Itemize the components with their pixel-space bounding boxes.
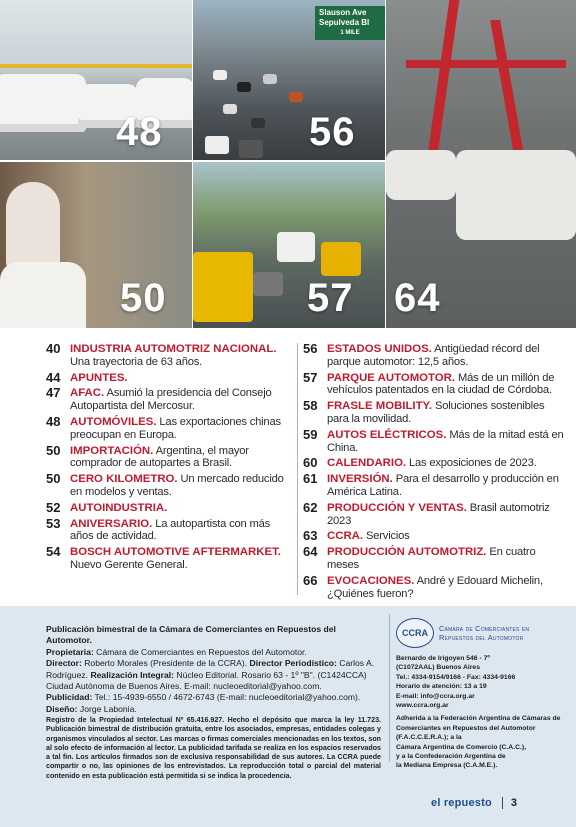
owner-label: Propietaria: (46, 646, 94, 657)
toc-page-number: 63 (303, 528, 318, 544)
toc-description: Las exposiciones de 2023. (406, 457, 537, 470)
photo-page-number: 64 (394, 276, 441, 320)
toc-heading: ESTADOS UNIDOS. (327, 343, 432, 355)
staff-line (46, 658, 381, 692)
toc-description: André y Edouard Michelin, ¿Quiénes fueron? (327, 574, 543, 600)
toc-entry[interactable] (303, 530, 565, 543)
toc-page-number: 50 (46, 471, 61, 487)
design-value: Jorge Labonia. (77, 703, 137, 714)
toc-entry-text (327, 429, 565, 455)
publication-line (46, 624, 381, 647)
toc-entry[interactable] (46, 473, 292, 499)
ccra-address: (C1072AAL) Buenos Aires (396, 664, 480, 672)
toc-heading: APUNTES. (70, 371, 128, 384)
toc-entry-text (327, 457, 565, 470)
ccra-contact-block (396, 618, 568, 771)
photo-detail (263, 74, 277, 84)
toc-entry-text (70, 372, 292, 385)
magazine-name: el repuesto (431, 797, 492, 809)
toc-page-number: 44 (46, 369, 61, 385)
toc-entry[interactable] (303, 473, 565, 499)
journalist-value: Carlos A. Rodríguez. (46, 658, 375, 680)
credits-block (46, 624, 381, 715)
toc-entry[interactable] (46, 442, 292, 471)
toc-description: Nuevo Gerente General. (70, 558, 188, 571)
toc-entry-text (327, 343, 565, 369)
toc-entry[interactable] (303, 400, 565, 426)
toc-entry-text (70, 387, 292, 413)
toc-heading: ANIVERSARIO. (70, 517, 153, 530)
toc-entry-text (70, 546, 292, 572)
toc-entry-text (327, 530, 565, 543)
ccra-email[interactable]: E-mail: info@ccra.org.ar (396, 692, 475, 700)
toc-description: En cuatro meses (327, 546, 536, 571)
photo-cars-at-port[interactable] (0, 0, 192, 160)
photo-detail (253, 272, 283, 296)
toc-page-number: 56 (303, 341, 318, 356)
ccra-name-line: Repuestos del Automotor (439, 633, 524, 642)
ccra-logo-row (396, 618, 568, 648)
legal-notice: Registro de la Propiedad Intelectual Nº 65.416.927. Hecho el depósito que marca la ley 11.723. Publicación bimestral de distribución gratuita, entre los asociados, empresas, entidades colegas y organismos vinculados al sector. Las marcas o firmas comerciales mencionadas en los textos, son al solo efecto de información al lector. La publicidad tarifada se realiza en los espacios reservados a tal fin. Los artículos firmados son de exclusiva responsabilidad de sus autores. La CCRA puede compartir o no, las opiniones de los entrevistados. La reproducción total o parcial del material contenido en esta publicación está permitida si se indica la procedencia. (46, 716, 381, 780)
photo-detail (0, 74, 86, 132)
publication-text: Publicación bimestral de la Cámara de Comerciantes en Repuestos del Automotor. (46, 624, 336, 646)
toc-page-number: 54 (46, 544, 61, 560)
toc-heading: PRODUCCIÓN Y VENTAS. (327, 501, 467, 514)
toc-page-number: 57 (303, 369, 318, 385)
toc-page-number: 58 (303, 398, 318, 414)
owner-value: Cámara de Comerciantes en Repuestos del Automotor. (93, 646, 307, 657)
table-of-contents-right (303, 343, 565, 603)
toc-description: Soluciones sostenibles para la movilidad. (327, 400, 545, 425)
page-footer (431, 797, 517, 809)
photo-collage (0, 0, 576, 328)
photo-page-number: 57 (307, 276, 354, 320)
toc-heading: AUTOMÓVILES. (70, 415, 157, 428)
toc-entry[interactable] (46, 499, 292, 515)
toc-entry-text (70, 473, 292, 499)
toc-page-number: 59 (303, 426, 318, 442)
toc-entry-text (70, 502, 292, 515)
toc-entry-text (70, 416, 292, 442)
toc-description: Una trayectoria de 63 años. (70, 355, 203, 368)
photo-detail (239, 140, 263, 158)
owner-line (46, 647, 381, 658)
toc-entry[interactable] (303, 369, 565, 398)
director-label: Director: (46, 658, 82, 669)
toc-entry-text (327, 575, 565, 601)
director-value: Roberto Morales (Presidente de la CCRA). (81, 658, 250, 669)
toc-entry-text (327, 400, 565, 426)
toc-page-number: 47 (46, 385, 61, 401)
ccra-website-link[interactable]: www.ccra.org.ar (396, 702, 449, 710)
toc-description: Las exportaciones chinas preocupan en Europa. (70, 415, 281, 441)
ads-value: Tel.: 15-4939-6550 / 4672-6743 (E-mail: nucleoeditorial@yahoo.com). (92, 692, 361, 703)
toc-entry[interactable] (46, 369, 292, 385)
toc-heading: AUTOINDUSTRIA. (70, 501, 168, 514)
photo-detail (406, 60, 566, 68)
toc-heading: AUTOS ELÉCTRICOS. (327, 428, 447, 441)
toc-entry[interactable] (303, 572, 565, 601)
panel-divider (389, 614, 390, 762)
ccra-phones: Tel.: 4334-9154/9166 - Fax: 4334-9166 (396, 673, 516, 681)
toc-heading: IMPORTACIÓN. (70, 444, 154, 457)
ccra-affiliation: la Mediana Empresa (C.A.M.E.). (396, 762, 498, 770)
table-of-contents-left (46, 343, 292, 575)
toc-description: Más de un millón de vehículos patentados en la ciudad de Córdoba. (327, 371, 555, 397)
ccra-affiliation: Adherida a la Federación Argentina de Cámaras de Comerciantes en Repuestos del Automotor (F.A.C.C.E.R.A.); a la (396, 715, 561, 742)
photo-detail (205, 136, 229, 154)
toc-page-number: 48 (46, 413, 61, 429)
street-sign-line: Slauson Ave (319, 8, 367, 17)
photo-detail (237, 82, 251, 92)
toc-heading: CALENDARIO. (327, 457, 407, 470)
photo-detail (277, 232, 315, 262)
toc-heading: PRODUCCIÓN AUTOMOTRIZ. (327, 546, 487, 559)
design-label: Diseño: (46, 703, 78, 714)
toc-page-number: 40 (46, 341, 61, 356)
ccra-affiliation: Cámara Argentina de Comercio (C.A.C.), (396, 743, 527, 751)
toc-heading: CCRA. (327, 530, 364, 543)
footer-divider (502, 797, 503, 809)
toc-entry-text (70, 445, 292, 471)
ccra-contact-details (396, 654, 568, 771)
toc-entry-text (327, 473, 565, 499)
toc-heading: BOSCH AUTOMOTIVE AFTERMARKET. (70, 546, 281, 559)
photo-page-number: 48 (116, 110, 163, 154)
page-number: 3 (510, 797, 518, 809)
photo-detail (386, 150, 456, 200)
photo-detail (213, 70, 227, 80)
journalist-label: Director Periodístico: (249, 658, 337, 669)
photo-page-number: 50 (120, 276, 167, 320)
photo-city-traffic[interactable] (193, 162, 385, 328)
photo-detail (289, 92, 303, 102)
toc-page-number: 53 (46, 515, 61, 531)
toc-entry[interactable] (46, 387, 292, 413)
street-sign-line: 1 MILE (340, 30, 360, 36)
toc-entry[interactable] (303, 457, 565, 470)
toc-entry-text (327, 372, 565, 398)
toc-heading: FRASLE MOBILITY. (327, 400, 433, 413)
toc-description: Brasil automotriz 2023 (327, 501, 550, 527)
toc-description: Asumió la presidencia del Consejo Autopartista del Mercosur. (70, 387, 272, 413)
photo-detail (193, 252, 253, 322)
ccra-logo-icon: CCRA (396, 618, 434, 648)
photo-detail (0, 262, 86, 328)
toc-entry[interactable] (303, 546, 565, 572)
toc-page-number: 50 (46, 442, 61, 458)
photo-page-number: 56 (309, 110, 356, 154)
toc-entry[interactable] (303, 426, 565, 455)
toc-entry-text (327, 546, 565, 572)
photo-detail (251, 118, 265, 128)
design-line (46, 704, 381, 715)
toc-entry[interactable] (46, 546, 292, 572)
photo-assembly-line[interactable] (386, 0, 576, 328)
toc-description: Servicios (363, 530, 410, 543)
street-sign (315, 6, 385, 40)
toc-description: Argentina, el mayor comprador de autopartes a Brasil. (70, 444, 249, 470)
toc-heading: EVOCACIONES. (327, 574, 415, 587)
photo-detail (6, 182, 60, 272)
photo-detail (321, 242, 361, 276)
toc-description: Para el desarrollo y producción en América Latina. (327, 473, 559, 498)
toc-entry-text (70, 343, 292, 369)
toc-description: Un mercado reducido en modelos y ventas. (70, 473, 284, 498)
toc-entry[interactable] (46, 343, 292, 369)
ccra-name-line: Cámara de Comerciantes en (439, 624, 530, 633)
toc-entry-text (327, 502, 565, 528)
photo-detail (456, 150, 576, 240)
production-value: Núcleo Editorial. Rosario 63 - 1º "B". (C1424CCA) Ciudad Autónoma de Buenos Aires. E-mail: nucleoeditorial@yahoo.com. (46, 669, 367, 692)
toc-heading: AFAC. (70, 387, 105, 400)
toc-entry[interactable] (303, 499, 565, 528)
toc-page-number: 62 (303, 499, 318, 515)
toc-description: Antigüedad récord del parque automotor: 12,5 años. (327, 343, 540, 368)
toc-heading: INVERSIÓN. (327, 473, 393, 486)
toc-page-number: 66 (303, 572, 318, 588)
ads-line (46, 692, 381, 703)
column-divider (297, 343, 298, 595)
toc-description: Más de la mitad está en China. (327, 428, 564, 454)
toc-page-number: 60 (303, 455, 318, 471)
toc-page-number: 61 (303, 471, 318, 487)
toc-page-number: 64 (303, 544, 318, 560)
photo-worker-with-parts[interactable] (0, 162, 192, 328)
photo-detail (0, 64, 192, 68)
toc-description: La autopartista con más años de actividad. (70, 517, 270, 543)
ccra-hours: Horario de atención: 13 a 19 (396, 683, 487, 691)
toc-heading: CERO KILOMETRO. (70, 473, 178, 486)
photo-highway-traffic[interactable] (193, 0, 385, 160)
ccra-affiliation: y a la Confederación Argentina de (396, 753, 506, 761)
toc-entry[interactable] (46, 413, 292, 442)
toc-entry[interactable] (46, 515, 292, 544)
toc-page-number: 52 (46, 499, 61, 515)
photo-detail (223, 104, 237, 114)
toc-heading: INDUSTRIA AUTOMOTRIZ NACIONAL. (70, 343, 277, 355)
production-label: Realización Integral: (90, 669, 175, 680)
toc-heading: PARQUE AUTOMOTOR. (327, 371, 456, 384)
toc-entry-text (70, 518, 292, 544)
ccra-name (439, 624, 529, 642)
street-sign-line: Sepulveda Bl (319, 18, 370, 27)
toc-entry[interactable] (303, 343, 565, 369)
ads-label: Publicidad: (46, 692, 93, 703)
ccra-address: Bernardo de Irigoyen 546 - 7º (396, 655, 490, 662)
